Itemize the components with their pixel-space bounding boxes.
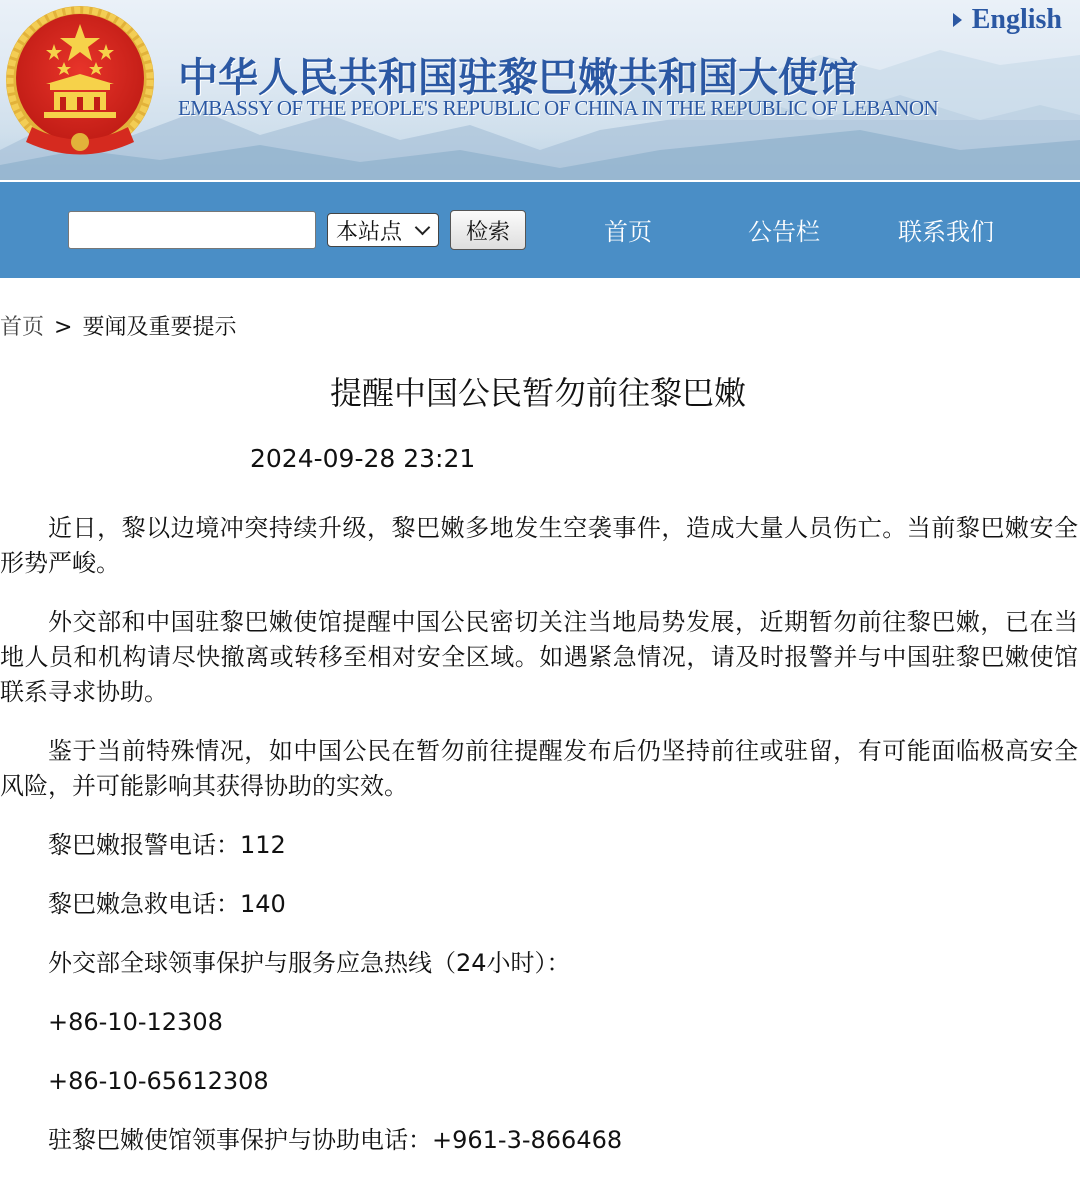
breadcrumb-home[interactable]: 首页 bbox=[0, 315, 45, 340]
nav-item-bulletin[interactable]: 公告栏 bbox=[748, 218, 820, 246]
article-paragraph: 外交部和中国驻黎巴嫩使馆提醒中国公民密切关注当地局势发展，近期暂勿前往黎巴嫩，已在当地人员和机构请尽快撤离或转移至相对安全区域。如遇紧急情况，请及时报警并与中国驻黎巴嫩使馆联系寻求协助。 bbox=[0, 608, 1078, 706]
breadcrumb-current[interactable]: 要闻及重要提示 bbox=[82, 315, 237, 340]
search-input[interactable] bbox=[68, 211, 316, 249]
chevron-down-icon bbox=[415, 220, 431, 236]
article-paragraph: 近日，黎以边境冲突持续升级，黎巴嫩多地发生空袭事件，造成大量人员伤亡。当前黎巴嫩安全形势严峻。 bbox=[0, 514, 1078, 577]
english-link-label: English bbox=[971, 4, 1062, 35]
article-date: 2024-09-28 23:21 bbox=[250, 444, 476, 473]
national-emblem-icon bbox=[2, 2, 158, 162]
nav-item-contact[interactable]: 联系我们 bbox=[898, 218, 994, 246]
hotline-number-1: +86-10-12308 bbox=[48, 1008, 223, 1036]
embassy-title-cn: 中华人民共和国驻黎巴嫩共和国大使馆 bbox=[178, 55, 858, 101]
hotline-label: 外交部全球领事保护与服务应急热线（24小时）： bbox=[48, 949, 571, 977]
embassy-title-en: EMBASSY OF THE PEOPLE'S REPUBLIC OF CHINA IN THE REPUBLIC OF LEBANON bbox=[178, 96, 939, 120]
embassy-phone: 驻黎巴嫩使馆领事保护与协助电话：+961-3-866468 bbox=[48, 1126, 623, 1154]
triangle-right-icon bbox=[953, 13, 962, 27]
search-button[interactable]: 检索 bbox=[450, 210, 526, 250]
hotline-number-2: +86-10-65612308 bbox=[48, 1067, 269, 1095]
nav-bar bbox=[0, 182, 1080, 278]
ambulance-phone: 黎巴嫩急救电话：140 bbox=[48, 890, 286, 918]
article-title: 提醒中国公民暂勿前往黎巴嫩 bbox=[329, 374, 746, 412]
breadcrumb-separator: > bbox=[54, 315, 73, 340]
english-link[interactable] bbox=[953, 4, 1062, 36]
article-body bbox=[0, 511, 1078, 1182]
nav-item-home[interactable]: 首页 bbox=[604, 218, 652, 246]
article-paragraph: 鉴于当前特殊情况，如中国公民在暂勿前往提醒发布后仍坚持前往或驻留，有可能面临极高安全风险，并可能影响其获得协助的实效。 bbox=[0, 737, 1078, 800]
site-banner bbox=[0, 0, 1080, 180]
police-phone: 黎巴嫩报警电话：112 bbox=[48, 831, 286, 859]
breadcrumb bbox=[0, 310, 236, 341]
search-scope-value: 本站点 bbox=[336, 219, 403, 245]
search-scope-select[interactable] bbox=[327, 213, 439, 247]
